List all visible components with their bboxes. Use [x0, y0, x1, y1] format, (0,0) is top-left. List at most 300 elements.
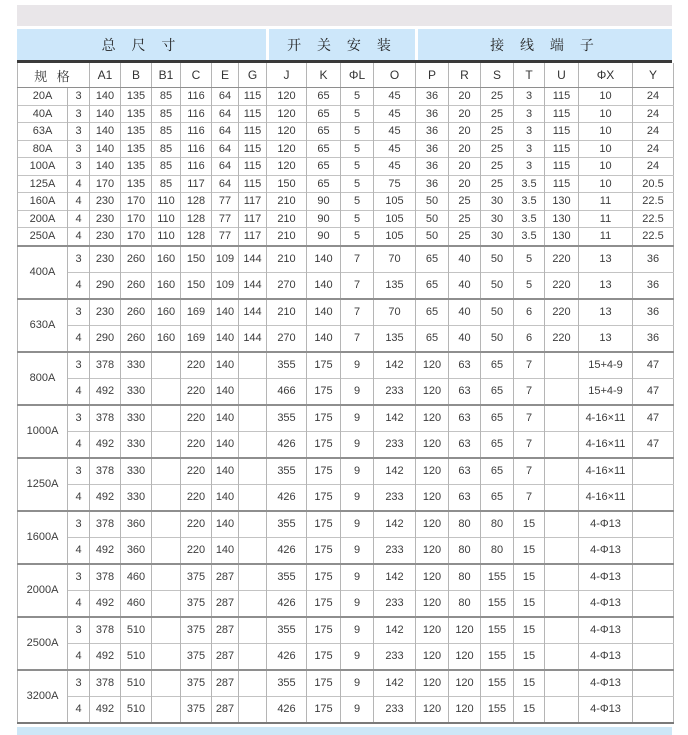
- cell: 80: [481, 537, 514, 564]
- cell: 115: [545, 140, 579, 158]
- cell: 142: [374, 405, 416, 432]
- cell: 330: [121, 431, 152, 458]
- cell: [545, 564, 579, 591]
- cell: 128: [181, 210, 212, 228]
- cell: 375: [181, 643, 212, 670]
- cell: 9: [341, 590, 374, 617]
- table-row: [18, 272, 674, 299]
- cell: 5: [341, 175, 374, 193]
- cell: 169: [181, 325, 212, 352]
- cell: 140: [212, 511, 239, 538]
- cell: 210: [267, 299, 307, 326]
- bottom-strip: [17, 727, 672, 735]
- spec-cell: 160A: [18, 193, 68, 211]
- cell: 50: [416, 228, 449, 246]
- cell: 116: [181, 105, 212, 123]
- spec-cell: 630A: [18, 299, 68, 352]
- cell: 360: [121, 537, 152, 564]
- spec-cell: 200A: [18, 210, 68, 228]
- cell: 36: [416, 175, 449, 193]
- cell: 47: [633, 431, 674, 458]
- column-header-o: O: [374, 63, 416, 88]
- cell: 260: [121, 299, 152, 326]
- cell: 65: [481, 405, 514, 432]
- cell: 6: [514, 299, 545, 326]
- cell: 3: [68, 105, 90, 123]
- cell: 63: [449, 352, 481, 379]
- cell: 4-16×11: [579, 405, 633, 432]
- cell: 65: [307, 158, 341, 176]
- cell: 22.5: [633, 228, 674, 246]
- spec-cell: 20A: [18, 88, 68, 106]
- cell: 140: [90, 140, 121, 158]
- cell: 85: [152, 158, 181, 176]
- cell: 120: [267, 88, 307, 106]
- cell: 120: [416, 511, 449, 538]
- cell: 47: [633, 405, 674, 432]
- cell: 120: [416, 590, 449, 617]
- cell: 270: [267, 325, 307, 352]
- cell: 120: [267, 123, 307, 141]
- cell: 65: [307, 105, 341, 123]
- cell: 15: [514, 537, 545, 564]
- cell: 492: [90, 378, 121, 405]
- cell: 4-16×11: [579, 431, 633, 458]
- cell: 20: [449, 158, 481, 176]
- cell: 13: [579, 299, 633, 326]
- cell: 510: [121, 643, 152, 670]
- cell: 9: [341, 431, 374, 458]
- cell: 50: [416, 193, 449, 211]
- cell: 466: [267, 378, 307, 405]
- cell: 233: [374, 378, 416, 405]
- cell: 90: [307, 193, 341, 211]
- cell: 4: [68, 193, 90, 211]
- cell: 65: [307, 88, 341, 106]
- cell: 3.5: [514, 175, 545, 193]
- cell: 169: [181, 299, 212, 326]
- cell: 330: [121, 352, 152, 379]
- cell: 115: [239, 140, 267, 158]
- cell: 355: [267, 511, 307, 538]
- column-header-e: E: [212, 63, 239, 88]
- cell: 144: [239, 325, 267, 352]
- cell: 378: [90, 458, 121, 485]
- cell: [545, 670, 579, 697]
- spec-cell: 125A: [18, 175, 68, 193]
- cell: 25: [481, 140, 514, 158]
- cell: 355: [267, 405, 307, 432]
- cell: [152, 564, 181, 591]
- cell: 287: [212, 617, 239, 644]
- column-header-p: P: [416, 63, 449, 88]
- cell: 3: [68, 123, 90, 141]
- table-row: [18, 88, 674, 106]
- cell: 80: [449, 537, 481, 564]
- spec-cell: 40A: [18, 105, 68, 123]
- cell: 24: [633, 105, 674, 123]
- cell: 3: [68, 140, 90, 158]
- cell: 70: [374, 299, 416, 326]
- cell: 40: [449, 325, 481, 352]
- cell: 140: [212, 325, 239, 352]
- column-header-row: [18, 63, 674, 88]
- cell: 36: [416, 140, 449, 158]
- cell: 47: [633, 352, 674, 379]
- cell: [152, 643, 181, 670]
- table-row: [18, 299, 674, 326]
- cell: 7: [514, 431, 545, 458]
- cell: 233: [374, 484, 416, 511]
- cell: 116: [181, 88, 212, 106]
- cell: [152, 617, 181, 644]
- cell: 20: [449, 140, 481, 158]
- cell: 4: [68, 175, 90, 193]
- cell: 492: [90, 590, 121, 617]
- cell: 9: [341, 352, 374, 379]
- cell: 4: [68, 431, 90, 458]
- cell: 20: [449, 88, 481, 106]
- cell: 175: [307, 484, 341, 511]
- cell: 142: [374, 617, 416, 644]
- cell: 4: [68, 643, 90, 670]
- cell: [239, 590, 267, 617]
- cell: 460: [121, 590, 152, 617]
- cell: 120: [416, 405, 449, 432]
- cell: 160: [152, 299, 181, 326]
- cell: 140: [212, 458, 239, 485]
- cell: 4-Φ13: [579, 696, 633, 723]
- cell: 4: [68, 325, 90, 352]
- cell: [545, 537, 579, 564]
- cell: 220: [181, 431, 212, 458]
- cell: 36: [416, 123, 449, 141]
- cell: 378: [90, 617, 121, 644]
- cell: 13: [579, 246, 633, 273]
- column-header-a1: A1: [90, 63, 121, 88]
- cell: 63: [449, 378, 481, 405]
- cell: 30: [481, 210, 514, 228]
- cell: [545, 590, 579, 617]
- cell: 15+4-9: [579, 378, 633, 405]
- cell: 355: [267, 458, 307, 485]
- cell: 130: [545, 193, 579, 211]
- cell: 140: [90, 123, 121, 141]
- table-row: [18, 105, 674, 123]
- cell: 36: [633, 272, 674, 299]
- cell: 115: [545, 158, 579, 176]
- cell: 220: [181, 405, 212, 432]
- cell: 36: [633, 246, 674, 273]
- cell: 117: [239, 193, 267, 211]
- cell: 120: [416, 431, 449, 458]
- cell: [239, 511, 267, 538]
- cell: 9: [341, 484, 374, 511]
- cell: 20.5: [633, 175, 674, 193]
- cell: 110: [152, 228, 181, 246]
- cell: 25: [481, 123, 514, 141]
- cell: 144: [239, 299, 267, 326]
- cell: 144: [239, 246, 267, 273]
- cell: 65: [307, 123, 341, 141]
- cell: [239, 484, 267, 511]
- cell: [239, 431, 267, 458]
- cell: 11: [579, 193, 633, 211]
- cell: 330: [121, 378, 152, 405]
- cell: 155: [481, 670, 514, 697]
- dimensions-table: [17, 63, 674, 724]
- cell: 330: [121, 458, 152, 485]
- cell: 15: [514, 643, 545, 670]
- spec-cell: 1250A: [18, 458, 68, 511]
- cell: 115: [545, 88, 579, 106]
- cell: [239, 537, 267, 564]
- cell: 45: [374, 123, 416, 141]
- cell: 65: [307, 140, 341, 158]
- cell: [239, 696, 267, 723]
- cell: 4-Φ13: [579, 670, 633, 697]
- cell: 40: [449, 246, 481, 273]
- cell: 5: [341, 228, 374, 246]
- cell: [545, 352, 579, 379]
- cell: 3: [68, 352, 90, 379]
- cell: 175: [307, 696, 341, 723]
- cell: 65: [481, 484, 514, 511]
- cell: 7: [341, 272, 374, 299]
- spec-cell: 250A: [18, 228, 68, 246]
- cell: 260: [121, 272, 152, 299]
- cell: 15+4-9: [579, 352, 633, 379]
- cell: 140: [212, 405, 239, 432]
- cell: 85: [152, 88, 181, 106]
- cell: 7: [514, 458, 545, 485]
- cell: 3: [514, 140, 545, 158]
- cell: 7: [514, 352, 545, 379]
- cell: 50: [416, 210, 449, 228]
- cell: 120: [449, 617, 481, 644]
- cell: 144: [239, 272, 267, 299]
- table-row: [18, 696, 674, 723]
- cell: 45: [374, 105, 416, 123]
- cell: [152, 537, 181, 564]
- cell: 25: [481, 158, 514, 176]
- cell: 25: [481, 175, 514, 193]
- cell: 375: [181, 590, 212, 617]
- cell: 63: [449, 405, 481, 432]
- cell: 4: [68, 210, 90, 228]
- cell: 117: [239, 228, 267, 246]
- cell: 5: [341, 193, 374, 211]
- cell: 15: [514, 696, 545, 723]
- cell: 64: [212, 88, 239, 106]
- cell: 5: [341, 105, 374, 123]
- cell: 40: [449, 272, 481, 299]
- cell: 120: [449, 696, 481, 723]
- cell: 6: [514, 325, 545, 352]
- cell: 230: [90, 228, 121, 246]
- cell: 355: [267, 617, 307, 644]
- cell: 155: [481, 617, 514, 644]
- cell: 7: [341, 246, 374, 273]
- cell: 135: [121, 123, 152, 141]
- cell: 115: [239, 123, 267, 141]
- cell: 220: [181, 484, 212, 511]
- column-header-g: G: [239, 63, 267, 88]
- group-header-band: [17, 29, 672, 63]
- cell: 47: [633, 378, 674, 405]
- cell: 460: [121, 564, 152, 591]
- cell: 3: [68, 405, 90, 432]
- column-header-b: B: [121, 63, 152, 88]
- cell: 3: [68, 670, 90, 697]
- cell: 65: [481, 458, 514, 485]
- column-header-b1: B1: [152, 63, 181, 88]
- cell: 115: [545, 105, 579, 123]
- column-header-j: J: [267, 63, 307, 88]
- spec-cell: 80A: [18, 140, 68, 158]
- cell: 77: [212, 228, 239, 246]
- cell: 233: [374, 643, 416, 670]
- cell: 64: [212, 175, 239, 193]
- cell: 230: [90, 193, 121, 211]
- cell: 4: [68, 378, 90, 405]
- cell: 5: [514, 246, 545, 273]
- cell: 65: [416, 299, 449, 326]
- cell: 120: [416, 537, 449, 564]
- cell: 510: [121, 696, 152, 723]
- table-row: [18, 246, 674, 273]
- cell: 10: [579, 105, 633, 123]
- cell: 120: [416, 643, 449, 670]
- cell: [239, 405, 267, 432]
- cell: 109: [212, 272, 239, 299]
- cell: 36: [633, 325, 674, 352]
- cell: 150: [181, 272, 212, 299]
- cell: 120: [267, 105, 307, 123]
- cell: 170: [121, 210, 152, 228]
- cell: 24: [633, 88, 674, 106]
- cell: 3.5: [514, 228, 545, 246]
- column-header-spec: 规 格: [18, 63, 90, 88]
- cell: 140: [90, 105, 121, 123]
- cell: 233: [374, 537, 416, 564]
- cell: 4: [68, 228, 90, 246]
- cell: 24: [633, 140, 674, 158]
- top-strip: [17, 5, 672, 26]
- cell: 375: [181, 696, 212, 723]
- table-row: [18, 140, 674, 158]
- cell: [152, 511, 181, 538]
- cell: 80: [449, 511, 481, 538]
- cell: 160: [152, 325, 181, 352]
- cell: 25: [449, 193, 481, 211]
- cell: 290: [90, 325, 121, 352]
- cell: 109: [212, 246, 239, 273]
- cell: [239, 670, 267, 697]
- cell: 3: [68, 617, 90, 644]
- cell: 3.5: [514, 210, 545, 228]
- column-header-c: C: [181, 63, 212, 88]
- cell: 63: [449, 431, 481, 458]
- cell: 116: [181, 123, 212, 141]
- cell: 492: [90, 537, 121, 564]
- cell: [239, 617, 267, 644]
- cell: 426: [267, 484, 307, 511]
- cell: 3: [68, 564, 90, 591]
- cell: 20: [449, 123, 481, 141]
- cell: 9: [341, 537, 374, 564]
- cell: [152, 590, 181, 617]
- cell: 3.5: [514, 193, 545, 211]
- cell: 510: [121, 670, 152, 697]
- cell: 175: [307, 458, 341, 485]
- cell: 140: [212, 537, 239, 564]
- cell: 115: [239, 175, 267, 193]
- cell: 155: [481, 564, 514, 591]
- cell: 492: [90, 643, 121, 670]
- cell: [239, 378, 267, 405]
- cell: 45: [374, 88, 416, 106]
- cell: 426: [267, 431, 307, 458]
- spec-cell: 2000A: [18, 564, 68, 617]
- spec-cell: 63A: [18, 123, 68, 141]
- cell: [545, 431, 579, 458]
- cell: 135: [121, 158, 152, 176]
- cell: 510: [121, 617, 152, 644]
- cell: 233: [374, 431, 416, 458]
- spec-cell: 2500A: [18, 617, 68, 670]
- table-row: [18, 670, 674, 697]
- cell: 426: [267, 643, 307, 670]
- cell: 175: [307, 405, 341, 432]
- cell: 355: [267, 564, 307, 591]
- cell: 36: [416, 158, 449, 176]
- cell: 77: [212, 193, 239, 211]
- cell: 375: [181, 564, 212, 591]
- cell: 80: [449, 590, 481, 617]
- cell: 4-Φ13: [579, 617, 633, 644]
- cell: 20: [449, 105, 481, 123]
- cell: [152, 431, 181, 458]
- table-row: [18, 458, 674, 485]
- cell: 9: [341, 696, 374, 723]
- cell: 175: [307, 617, 341, 644]
- cell: 25: [481, 105, 514, 123]
- cell: 375: [181, 617, 212, 644]
- table-row: [18, 643, 674, 670]
- cell: 120: [449, 670, 481, 697]
- cell: 140: [307, 272, 341, 299]
- cell: 25: [449, 228, 481, 246]
- cell: 130: [545, 210, 579, 228]
- cell: 378: [90, 564, 121, 591]
- cell: 25: [449, 210, 481, 228]
- cell: 15: [514, 670, 545, 697]
- cell: 4-16×11: [579, 484, 633, 511]
- cell: 492: [90, 484, 121, 511]
- cell: 155: [481, 643, 514, 670]
- cell: 4-16×11: [579, 458, 633, 485]
- cell: 7: [514, 484, 545, 511]
- cell: 90: [307, 228, 341, 246]
- cell: 287: [212, 643, 239, 670]
- table-row: [18, 378, 674, 405]
- cell: 135: [121, 140, 152, 158]
- cell: 150: [181, 246, 212, 273]
- cell: 105: [374, 193, 416, 211]
- table-row: [18, 325, 674, 352]
- cell: [633, 670, 674, 697]
